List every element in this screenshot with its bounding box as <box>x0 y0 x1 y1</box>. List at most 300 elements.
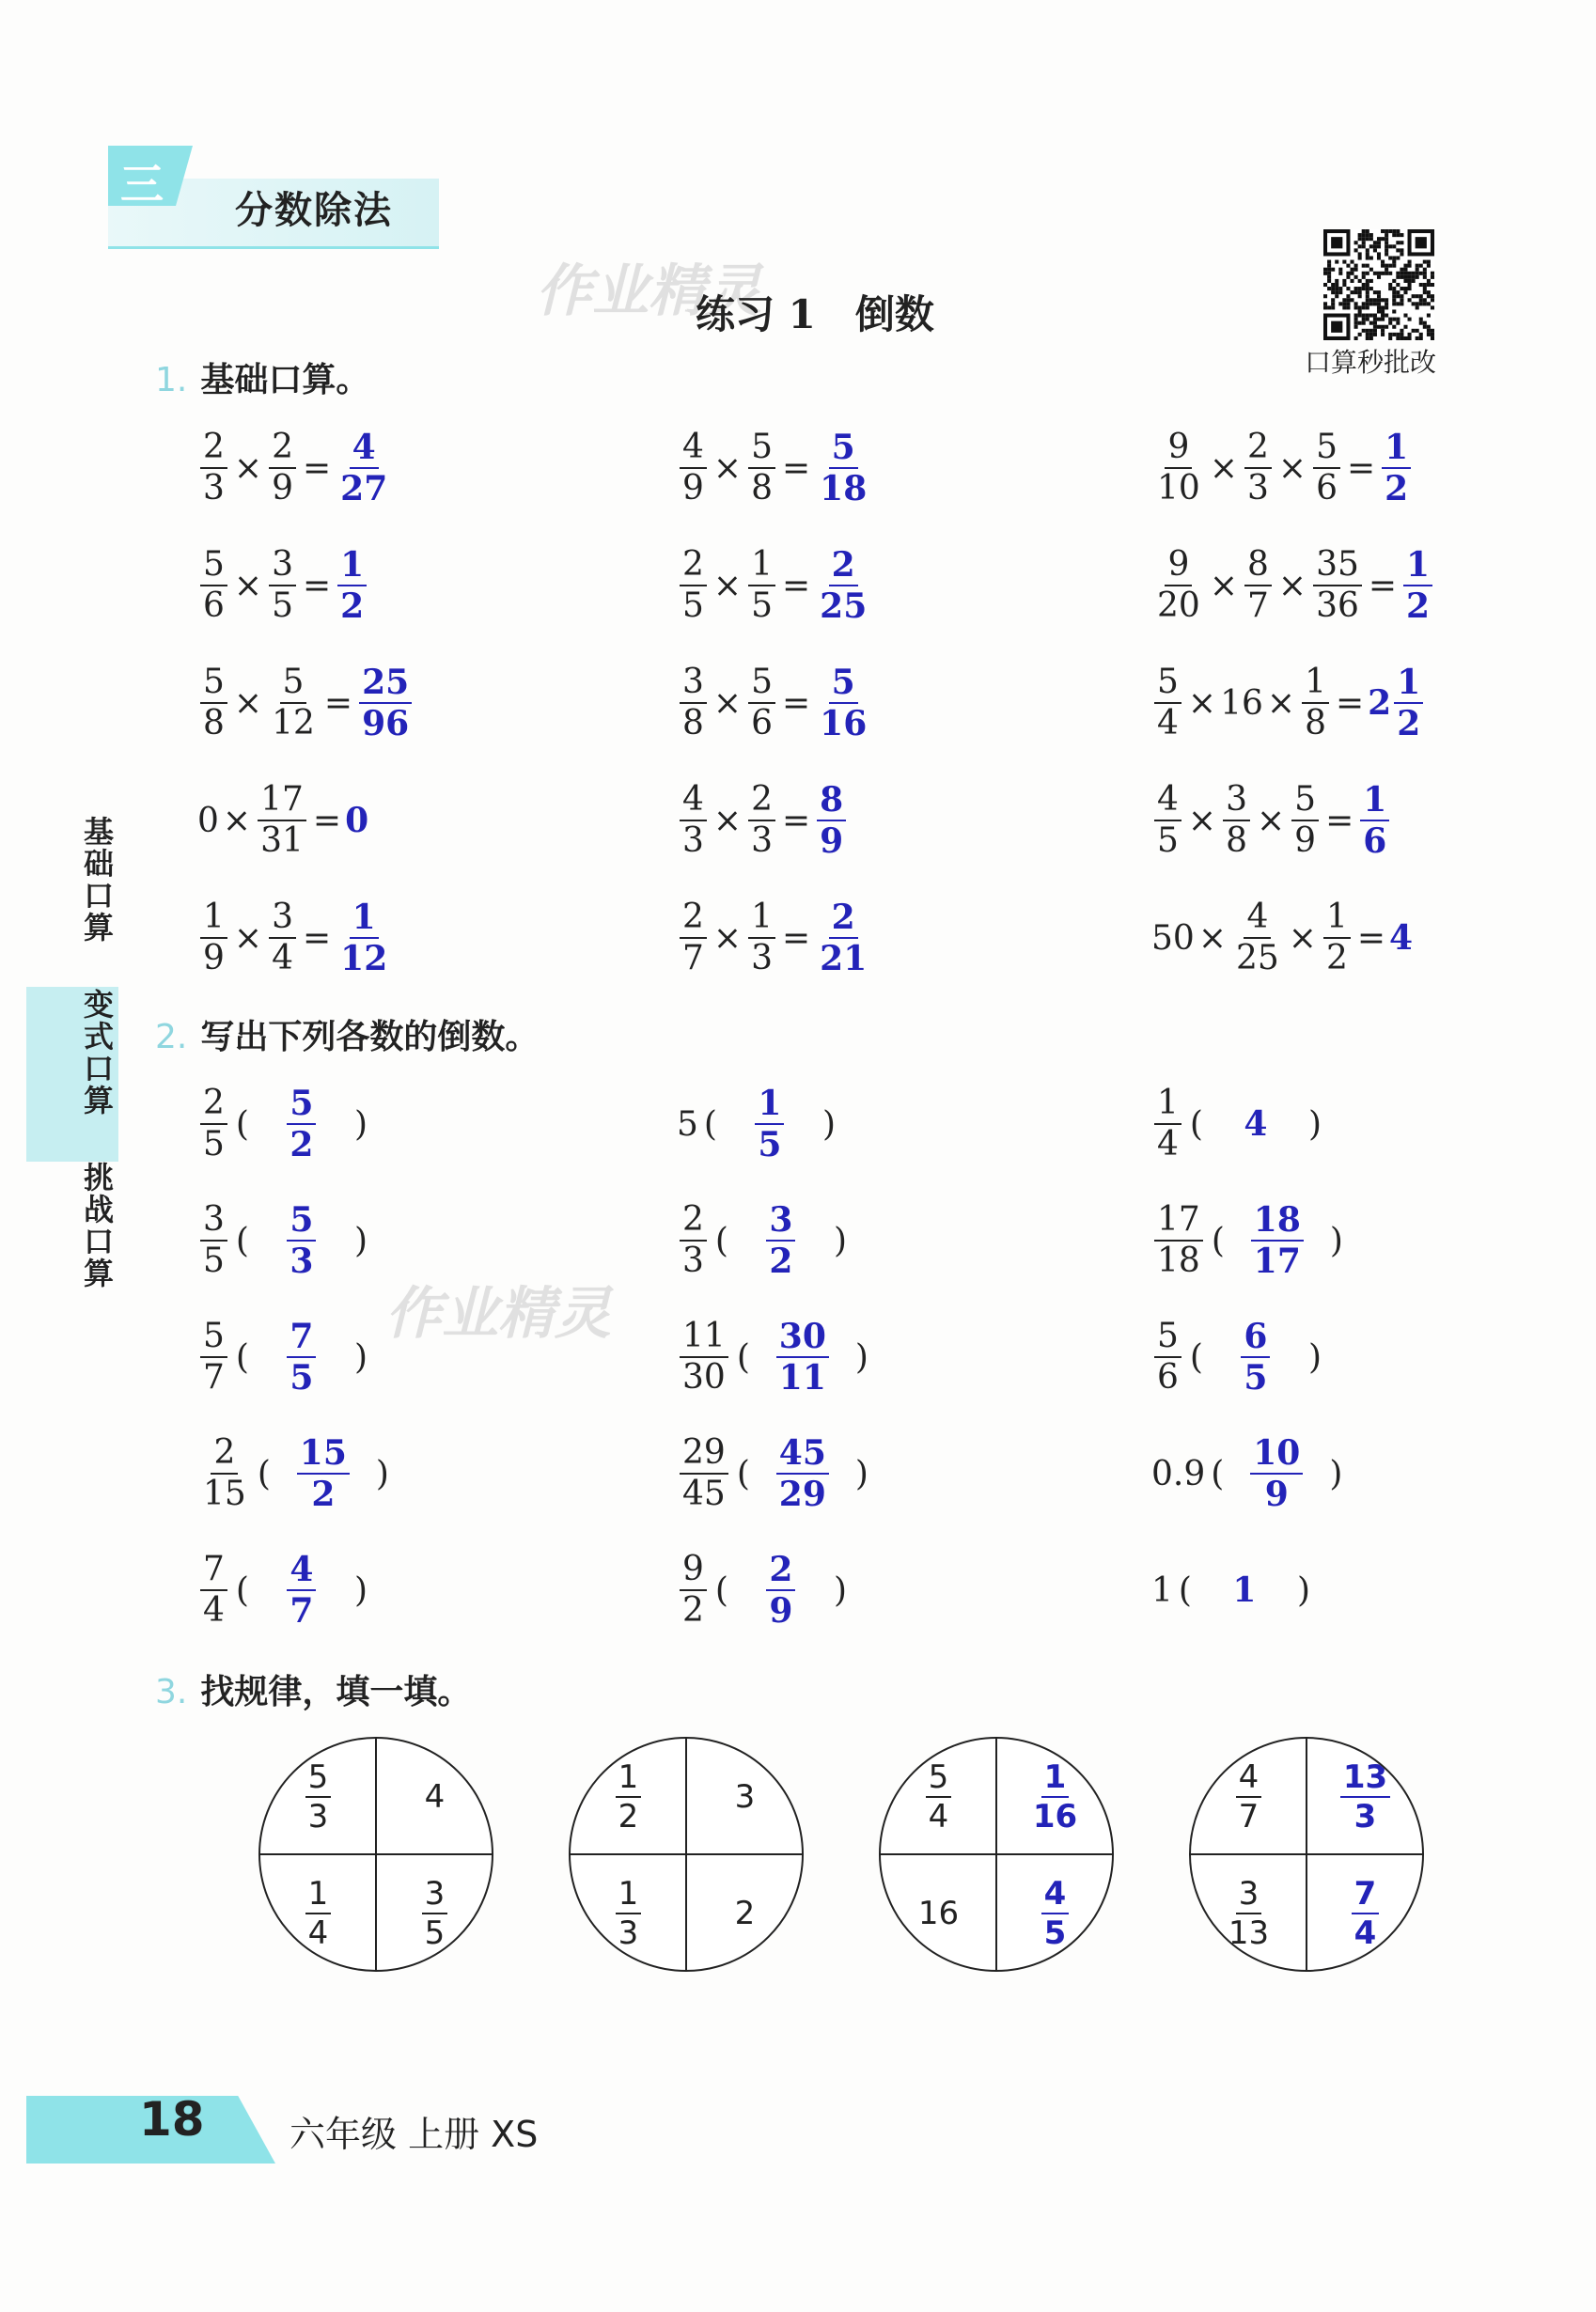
qr-module <box>1392 318 1396 321</box>
q2-answer-numerator: 3 <box>766 1203 795 1242</box>
circle-value-fraction <box>305 1757 332 1836</box>
q1-term-denominator: 6 <box>1316 469 1338 508</box>
q1-term-denominator: 4 <box>272 939 293 977</box>
qr-module <box>1427 302 1431 305</box>
qr-module <box>1396 283 1400 287</box>
q1-term <box>1151 780 1184 860</box>
q2-answer-blank <box>710 1200 853 1281</box>
q2-number <box>677 1200 710 1280</box>
equals-sign: = <box>1335 683 1365 723</box>
q2-number <box>677 1105 698 1144</box>
equals-sign: = <box>781 801 811 840</box>
qr-module <box>1427 329 1431 333</box>
q2-answer-fraction <box>1250 1433 1303 1514</box>
qr-module <box>1423 287 1427 290</box>
q1-answer-numerator: 1 <box>1403 548 1432 586</box>
qr-module <box>1366 229 1369 233</box>
q1-term-numerator: 1 <box>1302 665 1329 704</box>
qr-module <box>1358 244 1362 248</box>
q1-term <box>197 900 230 976</box>
q1-term-denominator: 6 <box>203 586 225 625</box>
q1-term-fraction <box>1154 545 1203 625</box>
qr-module <box>1323 302 1327 305</box>
qr-module <box>1362 287 1366 290</box>
qr-module <box>1392 233 1396 237</box>
qr-module <box>1338 302 1342 305</box>
qr-module <box>1381 329 1385 333</box>
qr-module <box>1392 287 1396 290</box>
circle-cell-br <box>997 1855 1113 1971</box>
qr-module <box>1327 272 1331 275</box>
q1-term-numerator: 5 <box>1313 430 1340 469</box>
qr-module <box>1396 233 1400 237</box>
qr-module <box>1400 272 1403 275</box>
q2-item <box>1151 1079 1327 1169</box>
q2-answer-numerator: 1 <box>755 1086 784 1125</box>
q1-expression <box>1151 658 1426 748</box>
q1-term <box>1151 919 1195 958</box>
q2-answer-fraction <box>776 1433 829 1514</box>
q1-expression <box>197 540 369 631</box>
qr-module <box>1408 260 1412 264</box>
qr-module <box>1400 275 1403 279</box>
question-2-heading <box>155 1010 539 1058</box>
q1-term-denominator: 3 <box>751 939 773 977</box>
qr-module <box>1331 305 1335 309</box>
qr-module <box>1346 305 1350 309</box>
qr-module <box>1366 248 1369 252</box>
close-paren: ) <box>1329 1454 1343 1493</box>
qr-module <box>1366 305 1369 309</box>
q1-answer <box>1379 430 1414 506</box>
q2-answer-fraction <box>755 1086 784 1162</box>
q1-answer-numerator: 5 <box>829 430 858 469</box>
qr-module <box>1385 314 1388 318</box>
q1-answer-denominator: 21 <box>820 939 868 978</box>
qr-module <box>1431 329 1434 333</box>
q1-answer-denominator: 27 <box>340 469 388 508</box>
q1-answer-denominator: 25 <box>820 586 868 626</box>
q1-term-numerator: 4 <box>680 430 707 469</box>
q2-answer-blank <box>230 1086 373 1162</box>
qr-module <box>1400 329 1403 333</box>
q2-answer-blank <box>698 1086 841 1162</box>
qr-module <box>1377 256 1381 259</box>
qr-module <box>1408 283 1412 287</box>
q1-term-fraction <box>258 780 306 860</box>
qr-module <box>1385 298 1388 302</box>
q2-number <box>197 1550 230 1630</box>
q1-answer-whole: 2 <box>1368 683 1392 723</box>
q1-term <box>197 802 219 840</box>
q1-term-fraction <box>680 545 707 625</box>
qr-module <box>1423 290 1427 294</box>
q1-expression <box>1151 423 1414 513</box>
qr-module <box>1385 248 1388 252</box>
q1-term-fraction <box>680 430 707 506</box>
q2-answer-fraction <box>287 1200 316 1281</box>
q2-answer-numerator: 5 <box>287 1203 316 1242</box>
circle-value-denominator: 3 <box>1353 1797 1377 1836</box>
qr-module <box>1396 302 1400 305</box>
circle-value-denominator: 3 <box>307 1797 329 1836</box>
q1-term-denominator: 4 <box>1157 704 1179 742</box>
qr-module <box>1381 264 1385 268</box>
qr-module <box>1423 272 1427 275</box>
qr-module <box>1362 314 1366 318</box>
circle-value-whole: 2 <box>734 1894 756 1932</box>
qr-module <box>1377 302 1381 305</box>
q1-answer <box>814 780 849 861</box>
q1-answer-numerator: 1 <box>350 900 379 939</box>
q1-term-numerator: 2 <box>680 900 707 939</box>
qr-module <box>1342 283 1346 287</box>
q2-item <box>197 1312 373 1402</box>
qr-module <box>1362 329 1366 333</box>
qr-module <box>1396 290 1400 294</box>
q1-answer <box>335 430 393 506</box>
circle-cell-bl <box>260 1855 376 1971</box>
qr-module <box>1385 305 1388 309</box>
times-sign: × <box>712 801 743 840</box>
q2-number <box>1151 1086 1184 1162</box>
circle-value-fraction <box>305 1874 332 1952</box>
qr-module <box>1381 260 1385 264</box>
qr-module <box>1327 264 1331 268</box>
q1-term <box>677 545 710 625</box>
qr-module <box>1392 298 1396 302</box>
equals-sign: = <box>781 918 811 958</box>
q1-answer-fraction <box>1360 780 1389 861</box>
q1-term <box>677 430 710 506</box>
qr-module <box>1327 287 1331 290</box>
qr-module <box>1346 275 1350 279</box>
qr-module <box>1403 325 1407 329</box>
q1-answer-numerator: 1 <box>1394 665 1423 704</box>
unit-number: 三 <box>120 159 164 210</box>
qr-module <box>1388 333 1392 336</box>
q1-term-numerator: 5 <box>748 430 775 469</box>
qr-module <box>1327 305 1331 309</box>
qr-module <box>1350 260 1353 264</box>
q1-term-numerator: 4 <box>1154 783 1181 821</box>
qr-module <box>1369 298 1373 302</box>
q1-answer-fraction <box>817 430 869 506</box>
qr-module <box>1346 272 1350 275</box>
times-sign: × <box>1209 566 1238 605</box>
qr-module <box>1369 329 1373 333</box>
qr-module <box>1373 314 1377 318</box>
q1-term-numerator: 2 <box>680 548 707 586</box>
qr-module <box>1373 290 1377 294</box>
times-sign: × <box>233 918 263 958</box>
q2-item <box>677 1545 853 1635</box>
q2-number-numerator: 9 <box>680 1553 707 1591</box>
qr-code-icon[interactable] <box>1323 229 1434 340</box>
q1-answer-fraction <box>817 545 869 626</box>
qr-module <box>1373 244 1377 248</box>
close-paren: ) <box>833 1570 847 1610</box>
qr-module <box>1327 275 1331 279</box>
question-3-title: 找规律，填一填。 <box>200 1673 472 1711</box>
q2-number-fraction <box>200 1200 227 1280</box>
qr-module <box>1346 298 1350 302</box>
q1-term <box>745 780 778 860</box>
q2-answer <box>1229 1433 1323 1514</box>
qr-module <box>1366 294 1369 298</box>
close-paren: ) <box>353 1570 368 1610</box>
circle-value <box>923 1757 955 1836</box>
q2-number-numerator: 7 <box>200 1553 227 1591</box>
q2-answer-blank <box>731 1433 874 1514</box>
q1-term <box>1289 780 1322 860</box>
q2-answer-blank <box>1205 1433 1348 1514</box>
q2-answer-blank <box>230 1550 373 1631</box>
q2-answer-denominator: 7 <box>289 1591 314 1631</box>
circle-cell-tl <box>260 1739 376 1854</box>
q2-number-whole: 0.9 <box>1151 1454 1206 1493</box>
circle-value-whole: 3 <box>734 1777 756 1816</box>
q2-answer <box>734 1550 828 1631</box>
qr-module <box>1416 268 1419 272</box>
qr-module <box>1346 264 1350 268</box>
qr-module <box>1427 294 1431 298</box>
q2-answer <box>756 1317 850 1398</box>
q1-term <box>745 545 778 625</box>
qr-module <box>1408 333 1412 336</box>
q1-term-denominator: 5 <box>1157 821 1179 860</box>
qr-module <box>1403 314 1407 318</box>
q1-term-fraction <box>1154 430 1203 506</box>
q2-answer-fraction <box>776 1317 829 1398</box>
qr-module <box>1373 321 1377 325</box>
qr-module <box>1342 260 1346 264</box>
q2-answer-fraction <box>287 1086 316 1162</box>
qr-module <box>1377 237 1381 241</box>
open-paren: ( <box>235 1337 249 1377</box>
qr-module <box>1358 256 1362 259</box>
side-tab-challenge[interactable]: 挑战口算 <box>79 1162 115 1289</box>
q1-term-fraction <box>1233 900 1282 976</box>
q2-number <box>197 1086 230 1162</box>
qr-module <box>1381 298 1385 302</box>
q2-answer <box>756 1433 850 1514</box>
qr-module <box>1427 260 1431 264</box>
qr-module <box>1381 237 1385 241</box>
circle-value-denominator: 2 <box>618 1797 639 1836</box>
q1-term <box>745 665 778 741</box>
q2-answer-whole: 1 <box>1232 1570 1257 1610</box>
qr-module <box>1423 325 1427 329</box>
open-paren: ( <box>703 1104 717 1144</box>
qr-module <box>1350 268 1353 272</box>
circle-value-denominator: 13 <box>1228 1914 1270 1952</box>
q1-answer-denominator: 2 <box>1406 586 1431 626</box>
circle-value-fraction <box>1340 1757 1390 1836</box>
side-tab-basic[interactable]: 基础口算 <box>79 816 115 944</box>
q1-term-fraction <box>269 665 318 741</box>
q2-number <box>677 1550 710 1630</box>
qr-module <box>1403 272 1407 275</box>
q2-number <box>197 1317 230 1397</box>
q2-number-numerator: 2 <box>680 1203 707 1242</box>
q1-term <box>266 545 299 625</box>
qr-module <box>1377 298 1381 302</box>
qr-module <box>1335 294 1338 298</box>
circle-value-denominator: 4 <box>1353 1914 1377 1952</box>
times-sign: × <box>1277 448 1307 488</box>
qr-module <box>1400 298 1403 302</box>
qr-module <box>1416 237 1427 248</box>
q2-answer-blank <box>710 1550 853 1631</box>
q1-answer-numerator: 2 <box>829 548 858 586</box>
q1-term <box>1151 665 1184 741</box>
qr-module <box>1373 298 1377 302</box>
q1-answer-whole: 4 <box>1389 918 1414 958</box>
qr-module <box>1388 264 1392 268</box>
q1-term-whole: 50 <box>1151 918 1195 958</box>
q2-answer-blank <box>1173 1570 1316 1610</box>
qr-module <box>1369 237 1373 241</box>
times-sign: × <box>233 683 263 723</box>
q1-answer-denominator: 96 <box>362 704 410 743</box>
qr-module <box>1338 268 1342 272</box>
q1-answer-denominator: 2 <box>1397 704 1421 743</box>
q2-answer-whole: 4 <box>1244 1104 1268 1144</box>
qr-module <box>1358 294 1362 298</box>
qr-module <box>1331 302 1335 305</box>
q1-term-fraction <box>1244 430 1272 506</box>
q1-term-numerator: 4 <box>1244 900 1271 939</box>
qr-module <box>1412 272 1416 275</box>
circle-cell-tr <box>1307 1739 1423 1854</box>
q2-answer-denominator: 2 <box>289 1125 314 1164</box>
circle-value <box>303 1874 335 1952</box>
qr-module <box>1369 287 1373 290</box>
qr-module <box>1427 279 1431 283</box>
qr-module <box>1327 260 1331 264</box>
qr-module <box>1388 283 1392 287</box>
times-sign: × <box>1187 683 1217 723</box>
qr-module <box>1350 279 1353 283</box>
qr-module <box>1381 333 1385 336</box>
circle-value-numerator: 1 <box>1041 1761 1070 1798</box>
qr-module <box>1423 275 1427 279</box>
q1-term-numerator: 1 <box>748 548 775 586</box>
q1-term <box>1242 430 1275 506</box>
qr-module <box>1392 264 1396 268</box>
close-paren: ) <box>1307 1104 1322 1144</box>
qr-module <box>1412 302 1416 305</box>
qr-module <box>1354 318 1358 321</box>
times-sign: × <box>222 801 252 840</box>
q2-number-fraction <box>1154 1086 1181 1162</box>
close-paren: ) <box>854 1337 868 1377</box>
qr-module <box>1362 244 1366 248</box>
qr-module <box>1392 333 1396 336</box>
times-sign: × <box>233 566 263 605</box>
q1-term-numerator: 2 <box>200 430 227 469</box>
exercise-title: 练习 1 倒数 <box>696 291 934 337</box>
q1-term-denominator: 3 <box>751 821 773 860</box>
qr-module <box>1392 294 1396 298</box>
q2-answer-fraction <box>297 1433 350 1514</box>
qr-module <box>1412 329 1416 333</box>
times-sign: × <box>712 918 743 958</box>
circle-value <box>735 1778 756 1816</box>
q1-term <box>1220 780 1253 860</box>
q2-item <box>1151 1312 1327 1402</box>
q1-term-fraction <box>1302 665 1329 741</box>
q1-term-numerator: 4 <box>680 783 707 821</box>
qr-module <box>1373 248 1377 252</box>
circle-value-denominator: 3 <box>618 1914 639 1952</box>
qr-module <box>1385 229 1388 233</box>
q2-number-fraction <box>1154 1200 1203 1280</box>
qr-module <box>1342 279 1346 283</box>
qr-module <box>1388 256 1392 259</box>
qr-label: 口算秒批改 <box>1305 347 1437 378</box>
qr-module <box>1369 268 1373 272</box>
page-number: 18 <box>139 2092 205 2147</box>
q1-answer-denominator: 16 <box>820 704 868 743</box>
qr-module <box>1358 309 1362 313</box>
q1-term-denominator: 20 <box>1157 586 1200 625</box>
qr-module <box>1408 272 1412 275</box>
circle-cell-br <box>377 1855 493 1971</box>
times-sign: × <box>712 566 743 605</box>
qr-module <box>1369 244 1373 248</box>
circle-value <box>613 1757 645 1836</box>
circle-value-fraction <box>1236 1757 1262 1836</box>
qr-module <box>1366 287 1369 290</box>
q1-term-fraction <box>748 900 775 976</box>
q2-answer-numerator: 15 <box>297 1436 350 1475</box>
side-tab-variant[interactable]: 变式口算 <box>79 989 115 1117</box>
q2-number-denominator: 15 <box>203 1475 246 1513</box>
qr-module <box>1419 272 1423 275</box>
qr-module <box>1373 241 1377 244</box>
qr-module <box>1354 302 1358 305</box>
qr-module <box>1381 229 1385 233</box>
qr-module <box>1323 272 1327 275</box>
q1-answer-fraction <box>337 545 367 626</box>
qr-module <box>1377 318 1381 321</box>
q1-term-denominator: 8 <box>751 469 773 508</box>
q1-term-fraction <box>1244 545 1272 625</box>
qr-module <box>1381 325 1385 329</box>
qr-module <box>1381 318 1385 321</box>
q1-term-numerator: 5 <box>1291 783 1319 821</box>
q1-term <box>1151 545 1206 625</box>
qr-module <box>1366 318 1369 321</box>
qr-module <box>1431 305 1434 309</box>
q1-term <box>266 430 299 506</box>
q1-expression <box>1151 893 1413 983</box>
qr-module <box>1331 268 1335 272</box>
q1-answer-numerator: 5 <box>829 665 858 704</box>
q1-term-denominator: 9 <box>272 469 293 508</box>
qr-module <box>1358 305 1362 309</box>
q1-term-fraction <box>680 780 707 860</box>
q2-answer-fraction <box>1251 1200 1304 1281</box>
times-sign: × <box>1288 918 1317 958</box>
qr-module <box>1400 287 1403 290</box>
circle-value-fraction <box>1352 1874 1380 1952</box>
q2-answer-denominator: 5 <box>289 1358 314 1398</box>
q2-item <box>677 1195 853 1286</box>
circle-value <box>735 1895 756 1932</box>
